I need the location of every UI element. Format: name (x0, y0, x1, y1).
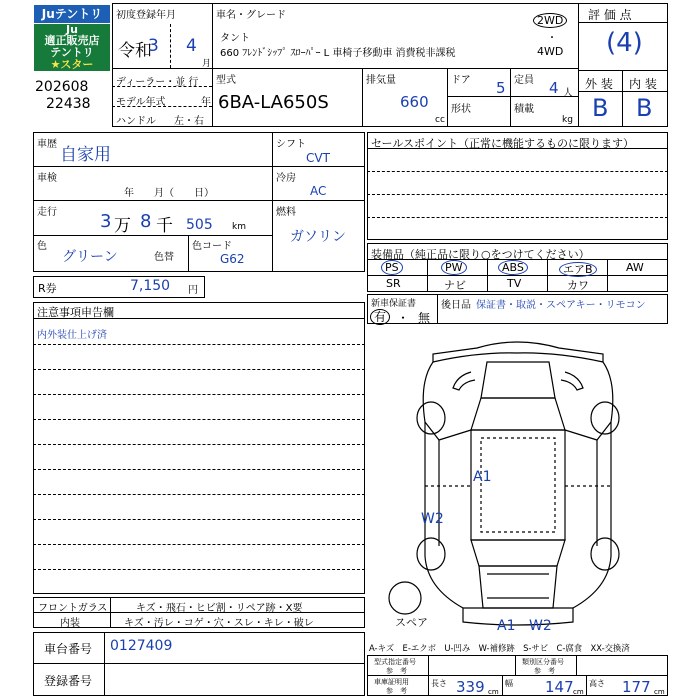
capacity-label: 定員 (514, 75, 534, 86)
notes-first: 内外装仕上げ済 (37, 330, 107, 341)
dealer-badge (34, 24, 110, 71)
aircon-label: 冷房 (276, 173, 296, 184)
drive-sep: ・ (547, 33, 557, 44)
color-code: G62 (220, 252, 245, 266)
recycle-frame (33, 276, 205, 298)
notes-frame (33, 302, 365, 594)
door-label: ドア (451, 75, 471, 86)
history-value: 自家用 (60, 145, 111, 165)
equip-airbag: エアB (559, 262, 597, 277)
exterior-label: 外 装 (585, 77, 613, 91)
badge-ju: Ju (66, 23, 78, 36)
notes-label: 注意事項申告欄 (37, 306, 114, 319)
lot-code-1: 202608 (35, 79, 89, 95)
first-reg-month-unit: 月 (202, 59, 212, 69)
equip-pw: PW (441, 260, 467, 275)
capacity-value: 4 (549, 79, 559, 97)
glass-label: フロントガラス (38, 603, 108, 614)
damage-mark: W2 (529, 618, 552, 634)
spare-label: スペア (395, 616, 428, 629)
model-value: 6BA-LA650S (218, 92, 329, 113)
score-value: (4) (606, 28, 643, 58)
badge-line2: テントリ (50, 46, 94, 59)
warranty-no: 無 (418, 311, 431, 325)
fuel-value: ガソリン (290, 229, 346, 245)
shift-label: シフト (276, 139, 306, 150)
first-reg-month: 4 (186, 36, 197, 56)
garage-sub: 参 考 (386, 687, 407, 695)
equipment-label: 装備品（純正品に限り○をつけてください） (371, 248, 590, 261)
equip-navi: ナビ (444, 279, 466, 292)
width-unit: cm (573, 688, 584, 696)
mileage-man-unit: 万 (114, 216, 131, 236)
mileage-rest: 505 (186, 217, 213, 233)
history-label: 車歴 (37, 139, 57, 150)
width-label: 幅 (505, 679, 513, 688)
equip-abs: ABS (498, 260, 528, 275)
model-year-label: モデル年式 (116, 97, 166, 108)
warranty-sep: ・ (397, 311, 410, 325)
equip-tv: TV (507, 277, 522, 290)
mileage-unit: km (232, 222, 246, 232)
color-change-label: 色替 (154, 252, 174, 263)
color-value: グリーン (62, 249, 118, 265)
badge-line3: ★スター (50, 58, 94, 71)
interior-value: キズ・汚レ・コゲ・穴・スレ・キレ・破レ (124, 618, 314, 629)
car-outline (367, 326, 668, 638)
exterior-grade: B (592, 94, 609, 122)
damage-mark: A1 (473, 469, 492, 485)
notes-line (33, 369, 365, 370)
aircon-value: AC (310, 184, 327, 198)
width-value: 147 (545, 678, 574, 696)
first-reg-era: 令和 (118, 41, 152, 61)
dealer-label: ディーラー・並 行 (116, 77, 199, 88)
color-label: 色 (37, 241, 47, 252)
height-label: 高さ (589, 679, 605, 688)
accessories-label: 後日品 (441, 300, 471, 311)
damage-diagram (367, 326, 668, 638)
shift-value: CVT (306, 151, 330, 165)
equip-ps: PS (381, 260, 403, 275)
notes-line (33, 419, 365, 420)
designation-label: 型式指定番号 (374, 658, 416, 666)
load-unit: kg (562, 115, 573, 125)
drive-4wd: 4WD (537, 45, 564, 58)
damage-mark: W2 (421, 511, 444, 527)
recycle-value: 7,150 (130, 278, 171, 294)
handle-opts: 左・右 (174, 116, 204, 127)
equip-aw: AW (626, 261, 644, 274)
displacement-value: 660 (400, 93, 429, 111)
glass-value: キズ・飛石・ヒビ割・リペア跡・X要 (136, 603, 303, 614)
mileage-sen: 8 (140, 211, 152, 232)
model-year-unit: 年 (201, 97, 211, 108)
damage-legend: A-キズ E-エクボ U-凹み W-補修跡 S-サビ C-腐食 XX-交換済 (369, 643, 630, 653)
score-label: 評 価 点 (588, 8, 632, 22)
handle-label: ハンドル (116, 116, 156, 127)
notes-line (33, 394, 365, 395)
mileage-sen-unit: 千 (156, 216, 173, 236)
car-name-label: 車名・グレード (216, 10, 286, 21)
shape-label: 形状 (451, 104, 471, 115)
chassis-value: 0127409 (110, 638, 173, 654)
equip-leather: カワ (567, 279, 589, 292)
car-grade: 660 ﾌﾚﾝﾄﾞｼｯﾌﾟ ｽﾛｰﾊﾟｰ L 車椅子移動車 消費税非課税 (220, 48, 456, 59)
recycle-unit: 円 (188, 285, 198, 296)
lot-code-2: 22438 (46, 96, 91, 112)
warranty-label: 新車保証書 (371, 299, 417, 309)
notes-line (33, 444, 365, 445)
mileage-label: 走行 (37, 207, 57, 218)
door-value: 5 (496, 79, 506, 97)
class-label: 類別区分番号 (522, 658, 564, 666)
drive-2wd: 2WD (533, 13, 567, 28)
length-unit: cm (488, 688, 499, 696)
first-reg-label: 初度登録年月 (116, 10, 176, 21)
chassis-label: 車台番号 (44, 642, 93, 656)
registration-label: 登録番号 (44, 674, 93, 688)
recycle-label: R券 (38, 282, 57, 295)
designation-sub: 参 考 (386, 667, 407, 675)
height-unit: cm (654, 688, 665, 696)
first-reg-year: 3 (148, 36, 159, 56)
capacity-unit: 人 (563, 88, 573, 99)
length-label: 長さ (431, 679, 447, 688)
notes-line (33, 569, 365, 570)
car-name: タント (220, 33, 250, 44)
model-label: 型式 (216, 75, 236, 86)
notes-line (33, 544, 365, 545)
interior-grade-label: 内 装 (629, 77, 657, 91)
color-code-label: 色コード (192, 241, 232, 252)
displacement-label: 排気量 (366, 75, 396, 86)
class-sub: 参 考 (534, 667, 555, 675)
load-label: 積載 (514, 104, 534, 115)
equip-sr: SR (386, 277, 401, 290)
interior-label: 内装 (60, 618, 80, 629)
displacement-unit: cc (435, 115, 445, 125)
damage-mark: A1 (497, 618, 516, 634)
accessories-value: 保証書・取説・スペアキー・リモコン (476, 300, 646, 311)
badge-line1: 適正販売店 (44, 34, 100, 47)
notes-line (33, 469, 365, 470)
garage-label: 車庫証明用 (374, 678, 409, 686)
warranty-yes: 有 (370, 309, 390, 325)
brand-logo: Juテントリ (34, 5, 110, 23)
sales-point-label: セールスポイント（正常に機能するものに限ります） (371, 137, 635, 150)
height-value: 177 (622, 678, 651, 696)
notes-line (33, 344, 365, 345)
mileage-man: 3 (100, 211, 112, 232)
length-value: 339 (456, 678, 485, 696)
fuel-label: 燃料 (276, 207, 296, 218)
inspection-date: 年 月（ 日） (124, 188, 214, 199)
notes-line (33, 519, 365, 520)
interior-grade: B (636, 94, 653, 122)
notes-line (33, 494, 365, 495)
inspection-label: 車検 (37, 173, 57, 184)
